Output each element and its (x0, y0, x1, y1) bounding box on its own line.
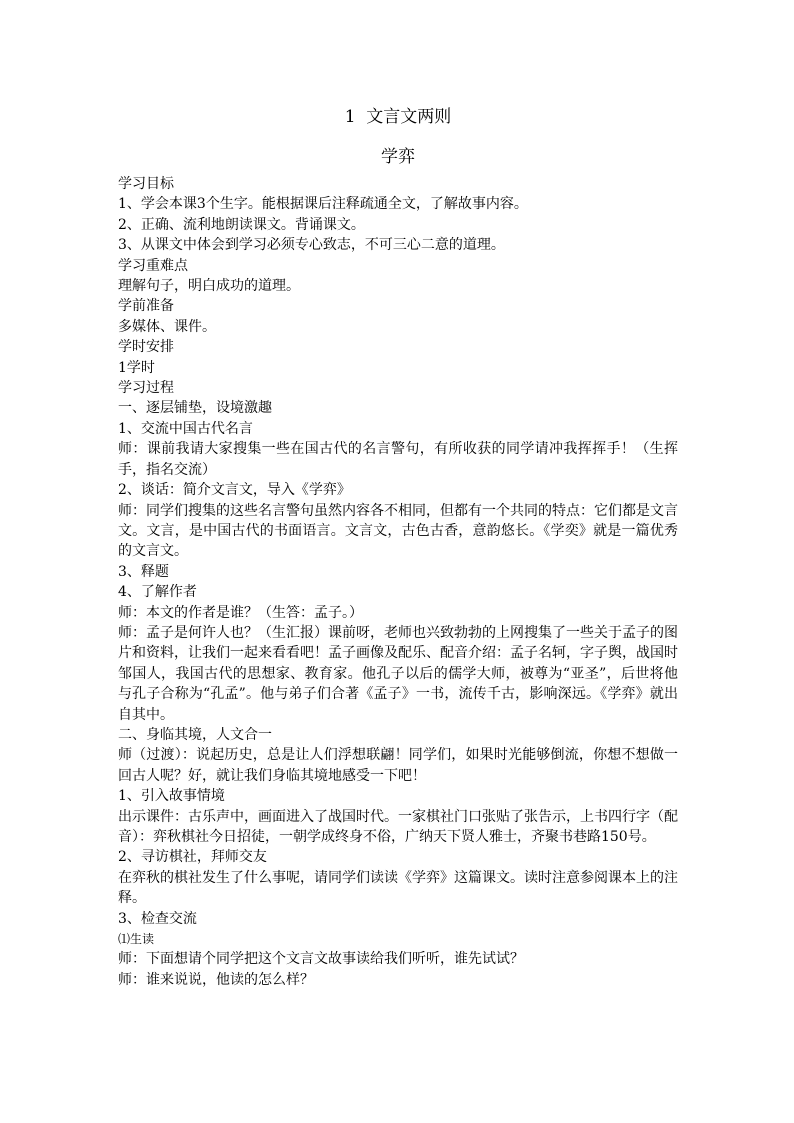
paragraph: 学时安排 (118, 339, 174, 356)
paragraph: 师（过渡）：说起历史，总是让人们浮想联翩！同学们，如果时光能够倒流，你想不想做一回古人呢？好，就让我们身临其境地感受一下吧！ (118, 747, 678, 784)
paragraph: 3、从课文中体会到学习必须专心致志，不可三心二意的道理。 (118, 237, 505, 254)
paragraph: 2、寻访棋社，拜师交友 (118, 849, 267, 866)
paragraph: 1、交流中国古代名言 (118, 420, 253, 437)
paragraph: 师：谁来说说，他读的怎么样？ (118, 971, 314, 988)
paragraph: 二、身临其境，人文合一 (118, 726, 272, 743)
paragraph: 师：孟子是何许人也？（生汇报）课前呀，老师也兴致勃勃的上网搜集了一些关于孟子的图片和资料，让我们一起来看看吧！孟子画像及配乐、配音介绍：孟子名轲，字子舆，战国时邹国人，我国古代的思想家、教育家。他孔子以后的儒学大师，被尊为“亚圣”，后世将他与孔子合称为“孔孟”。他与弟子们合著《孟子》一书，流传千古，影响深远。《学弈》就出自其中。 (118, 624, 678, 723)
paragraph: 师：下面想请个同学把这个文言文故事读给我们听听，谁先试试？ (118, 951, 524, 968)
paragraph: ⑴生读 (118, 932, 155, 947)
paragraph: 学习过程 (118, 380, 174, 397)
paragraph: 多媒体、课件。 (118, 318, 216, 335)
paragraph: 一、逐层铺垫，设境激趣 (118, 400, 272, 417)
paragraph: 师：同学们搜集的这些名言警句虽然内容各不相同，但都有一个共同的特点：它们都是文言文。文言，是中国古代的书面语言。文言文，古色古香，意韵悠长。《学奕》就是一篇优秀的文言文。 (118, 502, 678, 560)
paragraph: 师：课前我请大家搜集一些在国古代的名言警句，有所收获的同学请冲我挥挥手！（生挥手，指名交流） (118, 441, 678, 478)
paragraph: 学习重难点 (118, 257, 188, 274)
paragraph: 2、谈话：简介文言文，导入《学弈》 (118, 482, 351, 499)
paragraph: 学前准备 (118, 298, 174, 315)
paragraph: 2、正确、流利地朗读课文。背诵课文。 (118, 216, 365, 233)
paragraph: 学习目标 (118, 176, 174, 192)
paragraph: 在弈秋的棋社发生了什么事呢，请同学们读读《学弈》这篇课文。读时注意参阅课本上的注释。 (118, 869, 678, 907)
paragraph: 4、了解作者 (118, 584, 197, 601)
paragraph: 1、学会本课3个生字。能根据课后注释疏通全文，了解故事内容。 (118, 196, 528, 213)
page-subtitle: 学弈 (381, 147, 415, 167)
paragraph: 3、检查交流 (118, 910, 197, 927)
paragraph: 师：本文的作者是谁？（生答：孟子。） (118, 604, 363, 621)
document-page (118, 104, 678, 990)
document-body (118, 174, 678, 990)
paragraph: 出示课件：古乐声中，画面进入了战国时代。一家棋社门口张贴了张告示，上书四行字（配音）：弈秋棋社今日招徒，一朝学成终身不俗，广纳天下贤人雅士，齐聚书巷路150号。 (118, 808, 678, 845)
page-title: 1 文言文两则 (344, 107, 452, 127)
paragraph: 1、引入故事情境 (118, 788, 225, 805)
paragraph: 理解句子，明白成功的道理。 (118, 278, 300, 295)
paragraph: 3、释题 (118, 563, 169, 580)
paragraph: 1学时 (118, 359, 155, 376)
